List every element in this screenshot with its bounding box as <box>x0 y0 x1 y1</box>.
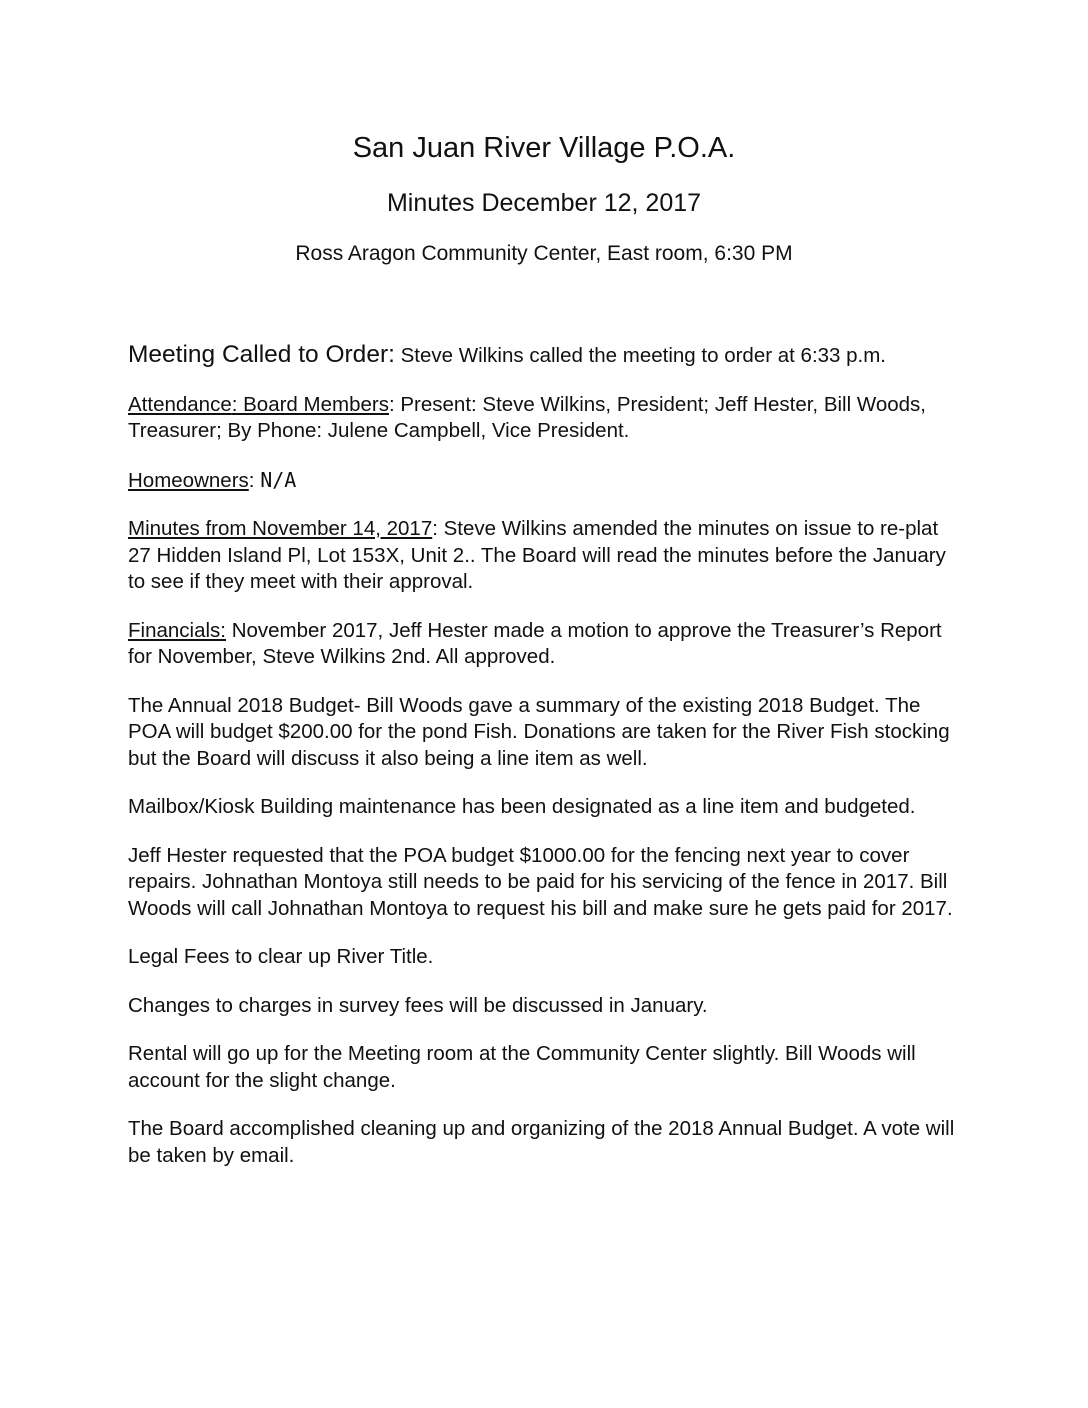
minutes-text: : Steve Wilkins amended the minutes on issue to re-plat 27 Hidden Island Pl, Lot 153X, Unit 2.. The Board will read the minutes before the January to see if they meet with their approval. <box>128 517 946 593</box>
homeowners-paragraph <box>128 467 958 495</box>
survey-fees-paragraph: Changes to charges in survey fees will be discussed in January. <box>128 993 708 1017</box>
homeowners-heading: Homeowners <box>128 468 249 492</box>
mailbox-paragraph: Mailbox/Kiosk Building maintenance has been designated as a line item and budgeted. <box>128 795 916 818</box>
meeting-location: Ross Aragon Community Center, East room, 6:30 PM <box>295 242 793 265</box>
call-to-order-text: Steve Wilkins called the meeting to order at 6:33 p.m. <box>394 344 887 367</box>
homeowners-value: N/A <box>260 467 297 492</box>
annual-budget-paragraph: The Board accomplished cleaning up and organizing of the 2018 Annual Budget. A vote will be taken by email. <box>128 1117 955 1167</box>
board-members-heading: : Board Members <box>231 392 389 416</box>
attendance-text: : Present: Steve Wilkins, President; Jeff Hester, Bill Woods, Treasurer; By Phone: Julene Campbell, Vice President. <box>128 392 926 442</box>
financials-text: November 2017, Jeff Hester made a motion to approve the Treasurer’s Report for November, Steve Wilkins 2nd. All approved. <box>128 618 942 668</box>
document-subtitle: Minutes December 12, 2017 <box>386 189 702 217</box>
minutes-paragraph <box>128 516 958 596</box>
homeowners-colon: : <box>248 468 261 492</box>
call-to-order-paragraph <box>128 342 958 370</box>
call-to-order-heading: Meeting Called to Order: <box>128 341 395 368</box>
minutes-body <box>128 342 958 1191</box>
financials-heading: Financials: <box>128 618 226 642</box>
legal-fees-paragraph: Legal Fees to clear up River Title. <box>128 945 434 968</box>
attendance-heading: Attendance <box>128 392 232 416</box>
fencing-paragraph: Jeff Hester requested that the POA budget $1000.00 for the fencing next year to cover repairs. Johnathan Montoya still needs to be paid for his servicing of the fence in 2017. Bill Woods will call Johnathan Montoya to request his bill and make sure he gets paid for 2017. <box>128 843 953 920</box>
rental-paragraph: Rental will go up for the Meeting room at the Community Center slightly. Bill Woods will account for the slight change. <box>128 1042 916 1092</box>
budget-paragraph: The Annual 2018 Budget- Bill Woods gave a summary of the existing 2018 Budget. The POA will budget $200.00 for the pond Fish. Donations are taken for the River Fish stocking but the Board will discuss it also being a line item as well. <box>128 693 950 770</box>
attendance-paragraph <box>128 392 958 445</box>
financials-paragraph <box>128 618 958 671</box>
minutes-heading: Minutes from November 14, 2017 <box>128 517 433 540</box>
document-title: San Juan River Village P.O.A. <box>352 132 736 164</box>
